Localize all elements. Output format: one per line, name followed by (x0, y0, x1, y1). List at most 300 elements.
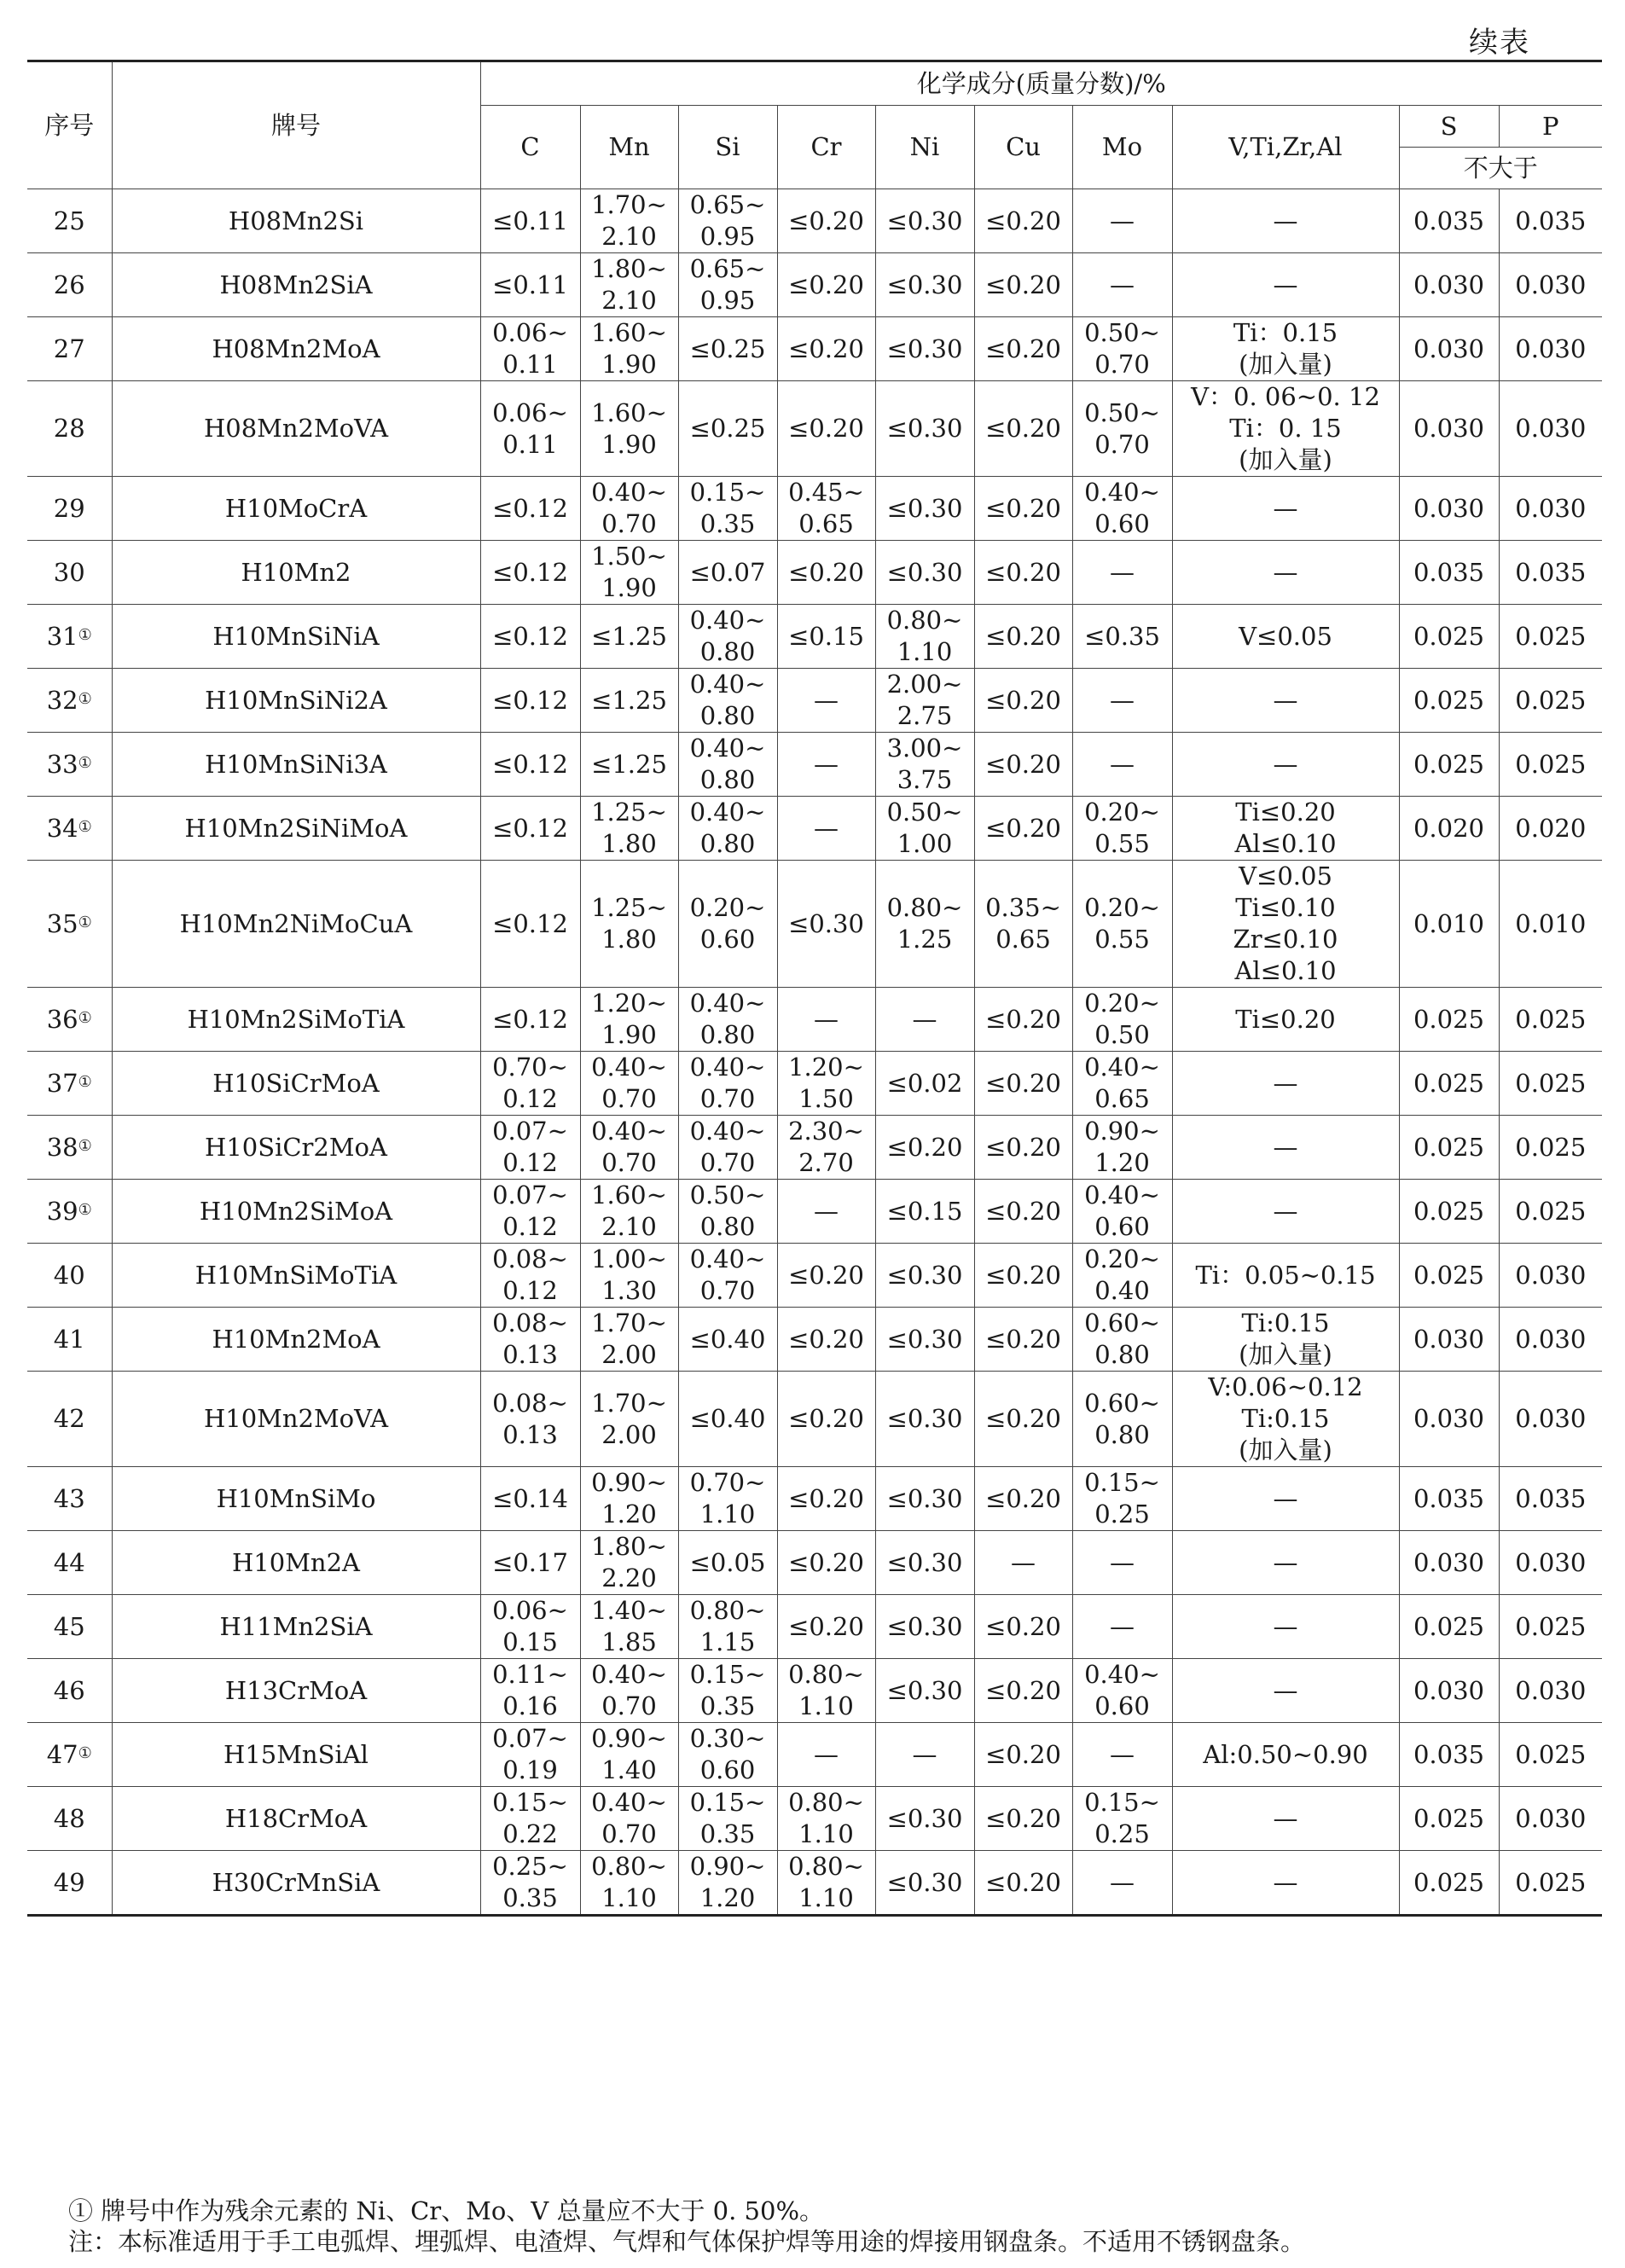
cell-ni (875, 317, 974, 381)
cell-line: (加入量) (1239, 1436, 1332, 1465)
cell-line: 0.80 (1094, 1419, 1150, 1449)
cell-v-ti-zr-al (1172, 861, 1399, 988)
cell-line: 0.65~ (689, 254, 766, 283)
cell-mn (580, 477, 678, 541)
cell-cr (777, 605, 875, 669)
cell-line: ≤0.11 (492, 270, 568, 299)
cell-line: (加入量) (1239, 350, 1332, 379)
cell-mo (1072, 1787, 1172, 1851)
cell-cr (777, 1372, 875, 1467)
header-element-mo: Mo (1072, 106, 1172, 189)
cell-line: — (1110, 685, 1135, 715)
cell-line: — (1273, 1803, 1298, 1833)
cell-mo (1072, 541, 1172, 605)
cell-cu (974, 1595, 1072, 1659)
cell-s: 0.030 (1399, 477, 1499, 541)
cell-line: 1.10 (798, 1691, 854, 1720)
cell-grade: H13CrMoA (112, 1659, 480, 1723)
cell-line: ≤0.12 (492, 621, 568, 651)
cell-ni (875, 1116, 974, 1180)
cell-s: 0.010 (1399, 861, 1499, 988)
seq-number: 42 (53, 1404, 85, 1433)
cell-line: ≤0.20 (985, 557, 1061, 587)
cell-line: 0.60~ (1084, 1308, 1160, 1337)
cell-cu (974, 317, 1072, 381)
cell-si (678, 1308, 777, 1372)
cell-line: 1.90 (601, 429, 657, 459)
cell-c (480, 1723, 580, 1787)
cell-line: — (1273, 1675, 1298, 1705)
cell-line: ≤0.30 (886, 334, 963, 363)
cell-line: 1.00~ (591, 1244, 667, 1273)
cell-line: 0.70 (699, 1148, 756, 1177)
cell-line: 0.40~ (689, 1244, 766, 1273)
table-row (27, 1244, 1602, 1308)
cell-p: 0.025 (1499, 1116, 1602, 1180)
table-row (27, 988, 1602, 1052)
cell-line: Ti≤0.10 (1235, 893, 1336, 922)
cell-grade: H11Mn2SiA (112, 1595, 480, 1659)
cell-ni (875, 1467, 974, 1531)
cell-grade: H10Mn2MoVA (112, 1372, 480, 1467)
cell-seq (27, 1531, 112, 1595)
seq-number: 29 (53, 493, 85, 523)
cell-mn (580, 605, 678, 669)
cell-line: — (1273, 1483, 1298, 1513)
cell-v-ti-zr-al (1172, 541, 1399, 605)
cell-line: ≤0.12 (492, 813, 568, 843)
cell-line: 0.07~ (492, 1724, 568, 1753)
seq-number: 36 (46, 1004, 78, 1034)
cell-line: 2.00 (601, 1419, 657, 1449)
cell-line: — (1273, 1068, 1298, 1098)
cell-mn (580, 1723, 678, 1787)
cell-mn (580, 1308, 678, 1372)
cell-line: ≤0.20 (985, 1324, 1061, 1354)
cell-line: — (814, 749, 839, 779)
cell-v-ti-zr-al (1172, 1372, 1399, 1467)
cell-seq (27, 797, 112, 861)
cell-line: ≤0.20 (985, 1483, 1061, 1513)
cell-grade: H10MnSiNiA (112, 605, 480, 669)
cell-seq (27, 605, 112, 669)
cell-line: — (1273, 1132, 1298, 1162)
cell-ni (875, 797, 974, 861)
cell-line: 1.20~ (788, 1053, 864, 1082)
cell-cu (974, 1787, 1072, 1851)
cell-line: 0.20~ (1084, 989, 1160, 1018)
cell-line: ≤0.20 (985, 414, 1061, 443)
cell-line: V:0.06~0.12 (1208, 1372, 1363, 1401)
cell-cr (777, 477, 875, 541)
cell-grade: H10SiCr2MoA (112, 1116, 480, 1180)
cell-line: ≤0.20 (985, 685, 1061, 715)
cell-line: 0.20~ (689, 893, 766, 922)
cell-line: 0.80 (1094, 1340, 1150, 1369)
cell-line: 1.10 (798, 1819, 854, 1848)
footnote-mark: ① (78, 1743, 92, 1762)
cell-cr (777, 1116, 875, 1180)
cell-cr (777, 1595, 875, 1659)
cell-grade: H10MnSiNi3A (112, 733, 480, 797)
cell-line: 0.40~ (591, 1117, 667, 1146)
cell-cu (974, 1372, 1072, 1467)
cell-line: ≤0.30 (886, 270, 963, 299)
continued-label: 续表 (1469, 26, 1530, 60)
cell-line: — (1110, 1739, 1135, 1769)
cell-line: 0.40~ (1084, 1053, 1160, 1082)
cell-p: 0.035 (1499, 189, 1602, 253)
cell-line: 0.40~ (1084, 1660, 1160, 1689)
cell-ni (875, 1659, 974, 1723)
cell-cr (777, 1308, 875, 1372)
seq-number: 45 (53, 1611, 85, 1641)
cell-si (678, 1244, 777, 1308)
cell-seq (27, 1116, 112, 1180)
header-grade: 牌号 (112, 61, 480, 189)
cell-seq (27, 189, 112, 253)
cell-line: 0.60 (1094, 1212, 1150, 1241)
cell-line: 1.25~ (591, 893, 667, 922)
cell-si (678, 797, 777, 861)
header-element-mn: Mn (580, 106, 678, 189)
table-row (27, 1723, 1602, 1787)
cell-mo (1072, 189, 1172, 253)
cell-cu (974, 1851, 1072, 1916)
cell-line: — (912, 1004, 937, 1034)
cell-grade: H10Mn2A (112, 1531, 480, 1595)
cell-line: 0.70 (699, 1276, 756, 1305)
cell-cu (974, 1116, 1072, 1180)
cell-line: 0.15~ (689, 1788, 766, 1817)
cell-seq (27, 861, 112, 988)
cell-line: ≤0.20 (985, 206, 1061, 235)
cell-line: ≤0.30 (886, 414, 963, 443)
seq-number: 33 (46, 749, 78, 779)
cell-si (678, 861, 777, 988)
cell-s: 0.025 (1399, 605, 1499, 669)
cell-line: Ti：0.05~0.15 (1195, 1260, 1376, 1290)
table-body (27, 189, 1602, 1916)
cell-p: 0.030 (1499, 381, 1602, 477)
table-row (27, 797, 1602, 861)
cell-line: ≤0.40 (689, 1324, 766, 1354)
cell-line: 0.50~ (689, 1180, 766, 1209)
cell-line: 0.70 (1094, 429, 1150, 459)
cell-cu (974, 861, 1072, 988)
cell-line: 0.40~ (591, 478, 667, 507)
cell-p: 0.030 (1499, 1244, 1602, 1308)
cell-line: 1.20~ (591, 989, 667, 1018)
cell-grade: H10Mn2SiMoA (112, 1180, 480, 1244)
cell-line: 1.80 (601, 829, 657, 858)
cell-mo (1072, 733, 1172, 797)
cell-p: 0.020 (1499, 797, 1602, 861)
cell-line: ≤0.20 (985, 493, 1061, 523)
header-seq: 序号 (27, 61, 112, 189)
cell-line: — (1273, 1867, 1298, 1897)
cell-line: 0.07~ (492, 1180, 568, 1209)
cell-mn (580, 1244, 678, 1308)
cell-ni (875, 1723, 974, 1787)
cell-mn (580, 1787, 678, 1851)
cell-line: 0.40~ (591, 1788, 667, 1817)
cell-s: 0.035 (1399, 189, 1499, 253)
cell-cu (974, 669, 1072, 733)
cell-line: Ti:0.15 (1241, 1308, 1330, 1337)
cell-line: 2.10 (601, 1212, 657, 1241)
cell-grade: H10Mn2MoA (112, 1308, 480, 1372)
cell-seq (27, 1308, 112, 1372)
cell-line: ≤0.30 (886, 1867, 963, 1897)
cell-seq (27, 733, 112, 797)
cell-v-ti-zr-al (1172, 1116, 1399, 1180)
cell-line: 1.10 (601, 1883, 657, 1912)
cell-line: 0.40~ (689, 798, 766, 827)
cell-line: 2.10 (601, 286, 657, 315)
cell-s: 0.025 (1399, 1180, 1499, 1244)
cell-line: 2.20 (601, 1563, 657, 1592)
seq-number: 28 (53, 414, 85, 443)
cell-line: 0.80~ (788, 1660, 864, 1689)
cell-line: V≤0.05 (1239, 861, 1332, 890)
cell-p: 0.025 (1499, 1180, 1602, 1244)
cell-line: 0.40~ (591, 1660, 667, 1689)
cell-mo (1072, 1723, 1172, 1787)
cell-cu (974, 1180, 1072, 1244)
cell-line: ≤1.25 (591, 685, 667, 715)
cell-ni (875, 1308, 974, 1372)
cell-line: 1.30 (601, 1276, 657, 1305)
cell-line: — (1273, 1611, 1298, 1641)
cell-line: Ti≤0.20 (1235, 1004, 1336, 1034)
cell-mo (1072, 1052, 1172, 1116)
cell-line: — (1273, 1547, 1298, 1577)
cell-line: — (1273, 749, 1298, 779)
cell-line: ≤0.20 (985, 270, 1061, 299)
footnote-scope: 注：本标准适用于手工电弧焊、埋弧焊、电渣焊、气焊和气体保护焊等用途的焊接用钢盘条。不适用不锈钢盘条。 (68, 2227, 1306, 2256)
cell-line: 0.35~ (985, 893, 1061, 922)
cell-line: 1.60~ (591, 318, 667, 347)
cell-c (480, 733, 580, 797)
table-row (27, 733, 1602, 797)
cell-s: 0.030 (1399, 1659, 1499, 1723)
cell-si (678, 541, 777, 605)
cell-line: ≤0.30 (886, 557, 963, 587)
cell-c (480, 1116, 580, 1180)
cell-cu (974, 1531, 1072, 1595)
cell-line: V≤0.05 (1239, 621, 1332, 651)
cell-p: 0.030 (1499, 253, 1602, 317)
cell-line: 1.10 (699, 1499, 756, 1528)
cell-line: 0.55 (1094, 925, 1150, 954)
cell-ni (875, 253, 974, 317)
footnote-mark: ① (78, 625, 92, 644)
cell-line: 0.40~ (689, 1117, 766, 1146)
cell-si (678, 1851, 777, 1916)
cell-cu (974, 1308, 1072, 1372)
cell-line: (加入量) (1239, 1340, 1332, 1369)
cell-line: ≤0.20 (788, 1324, 864, 1354)
cell-p: 0.025 (1499, 733, 1602, 797)
cell-line: 0.70 (699, 1084, 756, 1113)
cell-line: ≤1.25 (591, 621, 667, 651)
table-row (27, 605, 1602, 669)
seq-number: 44 (53, 1547, 85, 1577)
cell-seq (27, 381, 112, 477)
cell-grade: H08Mn2SiA (112, 253, 480, 317)
cell-line: 1.90 (601, 1020, 657, 1049)
seq-number: 41 (53, 1324, 85, 1354)
cell-mo (1072, 1372, 1172, 1467)
cell-line: ≤0.40 (689, 1404, 766, 1433)
seq-number: 34 (46, 813, 78, 843)
cell-line: — (1110, 1611, 1135, 1641)
notes (68, 2195, 1604, 2257)
cell-line: 0.15~ (492, 1788, 568, 1817)
cell-mn (580, 1116, 678, 1180)
cell-line: 0.50~ (1084, 318, 1160, 347)
table-row (27, 1531, 1602, 1595)
cell-ni (875, 1851, 974, 1916)
cell-c (480, 1851, 580, 1916)
cell-line: 0.15~ (1084, 1788, 1160, 1817)
cell-c (480, 253, 580, 317)
cell-line: ≤0.30 (886, 1260, 963, 1290)
cell-mn (580, 1851, 678, 1916)
seq-number: 46 (53, 1675, 85, 1705)
cell-p: 0.030 (1499, 1787, 1602, 1851)
cell-line: 1.20 (699, 1883, 756, 1912)
cell-line: ≤0.14 (492, 1483, 568, 1513)
cell-v-ti-zr-al (1172, 1659, 1399, 1723)
cell-mn (580, 381, 678, 477)
cell-cr (777, 1180, 875, 1244)
cell-v-ti-zr-al (1172, 189, 1399, 253)
cell-line: ≤0.20 (788, 1611, 864, 1641)
seq-number: 43 (53, 1483, 85, 1513)
cell-ni (875, 733, 974, 797)
cell-line: Ti：0.15 (1233, 318, 1338, 347)
cell-line: 1.70~ (591, 1308, 667, 1337)
cell-mn (580, 1372, 678, 1467)
cell-line: 0.08~ (492, 1388, 568, 1418)
cell-v-ti-zr-al (1172, 1595, 1399, 1659)
cell-line: 3.00~ (886, 734, 963, 763)
cell-line: 0.95 (699, 286, 756, 315)
header-element-c: C (480, 106, 580, 189)
cell-v-ti-zr-al (1172, 1723, 1399, 1787)
cell-line: 0.50~ (886, 798, 963, 827)
cell-si (678, 1180, 777, 1244)
cell-line: 0.15 (502, 1627, 558, 1656)
cell-line: ≤0.20 (788, 1260, 864, 1290)
cell-si (678, 1467, 777, 1531)
cell-s: 0.035 (1399, 541, 1499, 605)
cell-c (480, 1787, 580, 1851)
cell-si (678, 1531, 777, 1595)
cell-v-ti-zr-al (1172, 317, 1399, 381)
cell-ni (875, 477, 974, 541)
cell-line: — (1110, 557, 1135, 587)
footnote-residual: ① 牌号中作为残余元素的 Ni、Cr、Mo、V 总量应不大于 0. 50%。 (68, 2196, 825, 2225)
cell-line: 0.50 (1094, 1020, 1150, 1049)
cell-line: 0.35 (699, 1819, 756, 1848)
cell-cu (974, 1723, 1072, 1787)
cell-line: ≤0.30 (886, 1675, 963, 1705)
cell-cr (777, 1052, 875, 1116)
cell-line: 0.60~ (1084, 1388, 1160, 1418)
cell-grade: H10SiCrMoA (112, 1052, 480, 1116)
cell-line: ≤0.35 (1084, 621, 1160, 651)
cell-c (480, 1052, 580, 1116)
cell-line: 0.30~ (689, 1724, 766, 1753)
seq-number: 48 (53, 1803, 85, 1833)
cell-mn (580, 733, 678, 797)
cell-line: 0.80~ (886, 893, 963, 922)
cell-line: Ti≤0.20 (1235, 798, 1336, 827)
cell-s: 0.030 (1399, 1308, 1499, 1372)
cell-cu (974, 1467, 1072, 1531)
cell-line: 0.90~ (591, 1468, 667, 1497)
header-element-si: Si (678, 106, 777, 189)
cell-cr (777, 669, 875, 733)
cell-v-ti-zr-al (1172, 477, 1399, 541)
cell-mn (580, 861, 678, 988)
cell-line: ≤0.20 (985, 1739, 1061, 1769)
cell-v-ti-zr-al (1172, 1180, 1399, 1244)
cell-line: — (1110, 270, 1135, 299)
cell-line: 0.80 (699, 1020, 756, 1049)
composition-table-wrap (27, 60, 1602, 1917)
cell-mo (1072, 253, 1172, 317)
cell-seq (27, 477, 112, 541)
cell-mo (1072, 797, 1172, 861)
cell-line: 2.00~ (886, 670, 963, 699)
cell-line: 0.25 (1094, 1499, 1150, 1528)
cell-cr (777, 988, 875, 1052)
cell-line: 0.07~ (492, 1117, 568, 1146)
cell-line: 1.10 (897, 637, 953, 666)
cell-line: 1.00 (897, 829, 953, 858)
cell-line: ≤0.20 (985, 1675, 1061, 1705)
cell-cu (974, 1244, 1072, 1308)
cell-line: 2.75 (897, 701, 953, 730)
cell-line: 0.06~ (492, 318, 568, 347)
cell-seq (27, 1467, 112, 1531)
cell-line: 0.40~ (689, 670, 766, 699)
cell-line: 1.50~ (591, 542, 667, 571)
cell-ni (875, 1531, 974, 1595)
cell-line: Al:0.50~0.90 (1203, 1739, 1368, 1769)
cell-ni (875, 381, 974, 477)
cell-mo (1072, 1244, 1172, 1308)
cell-si (678, 1052, 777, 1116)
cell-si (678, 189, 777, 253)
cell-line: ≤0.20 (985, 1068, 1061, 1098)
cell-line: 0.80~ (788, 1788, 864, 1817)
footnote-mark: ① (78, 753, 92, 772)
cell-line: 1.80~ (591, 1532, 667, 1561)
cell-line: 2.30~ (788, 1117, 864, 1146)
cell-si (678, 1595, 777, 1659)
cell-si (678, 669, 777, 733)
cell-line: 0.60 (1094, 1691, 1150, 1720)
cell-cu (974, 477, 1072, 541)
cell-line: — (1273, 493, 1298, 523)
cell-line: 0.22 (502, 1819, 558, 1848)
cell-line: 0.40~ (689, 734, 766, 763)
